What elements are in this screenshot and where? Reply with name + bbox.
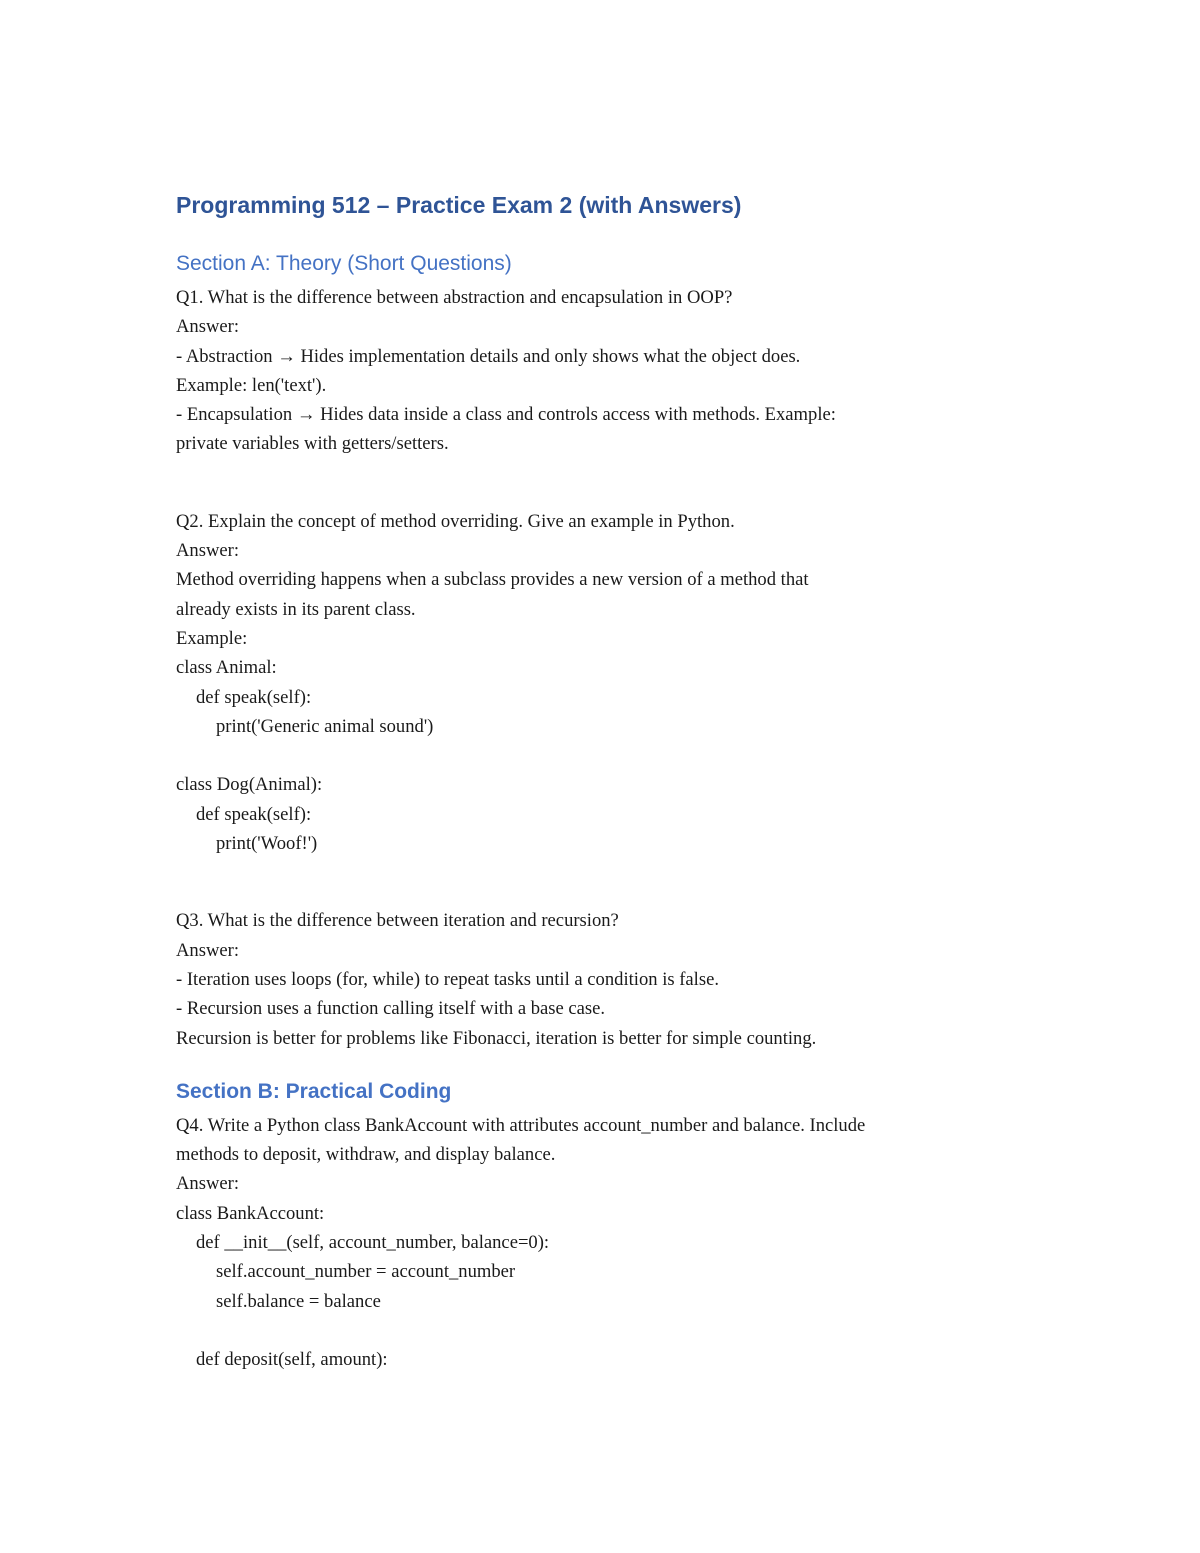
section-b-heading: Section B: Practical Coding: [176, 1079, 452, 1103]
spacer: [176, 459, 1056, 507]
code-line: print('Woof!'): [216, 833, 318, 855]
q1-answer-label: Answer:: [176, 316, 239, 338]
q3-answer-line: - Recursion uses a function calling itself with a base case.: [176, 998, 606, 1020]
code-line: print('Generic animal sound'): [216, 715, 434, 737]
q4-question-line: methods to deposit, withdraw, and display balance.: [176, 1144, 556, 1166]
q1-answer-line: private variables with getters/setters.: [176, 433, 449, 455]
q1-answer-line: Example: len('text').: [176, 374, 327, 396]
q4-answer-label: Answer:: [176, 1173, 239, 1195]
q2-question: Q2. Explain the concept of method overriding. Give an example in Python.: [176, 510, 735, 532]
spacer: [176, 741, 1056, 770]
q3-answer-line: Recursion is better for problems like Fibonacci, iteration is better for simple counting.: [176, 1027, 817, 1049]
code-line: def deposit(self, amount):: [196, 1349, 388, 1371]
spacer: [176, 858, 1056, 906]
q1-answer-line: - Encapsulation → Hides data inside a class and controls access with methods. Example:: [176, 404, 836, 426]
code-line: self.balance = balance: [216, 1290, 381, 1312]
spacer: [176, 1316, 1056, 1345]
q4-question-line: Q4. Write a Python class BankAccount with attributes account_number and balance. Include: [176, 1114, 866, 1136]
document-content: [176, 188, 1056, 1375]
q2-answer-line: Example:: [176, 627, 248, 649]
q2-answer-line: Method overriding happens when a subclass provides a new version of a method that: [176, 569, 809, 591]
q1-answer-line: - Abstraction → Hides implementation details and only shows what the object does.: [176, 345, 801, 367]
code-line: self.account_number = account_number: [216, 1261, 516, 1283]
section-a-heading: Section A: Theory (Short Questions): [176, 252, 512, 275]
q3-question: Q3. What is the difference between iteration and recursion?: [176, 910, 619, 932]
q2-answer-label: Answer:: [176, 540, 239, 562]
q3-answer-line: - Iteration uses loops (for, while) to repeat tasks until a condition is false.: [176, 968, 719, 990]
code-line: def speak(self):: [196, 803, 312, 825]
code-line: def speak(self):: [196, 686, 312, 708]
code-line: class Animal:: [176, 657, 277, 679]
code-line: def __init__(self, account_number, balance=0):: [196, 1232, 550, 1254]
document-title: Programming 512 – Practice Exam 2 (with Answers): [176, 192, 742, 218]
code-line: class Dog(Animal):: [176, 774, 323, 796]
q1-question: Q1. What is the difference between abstraction and encapsulation in OOP?: [176, 287, 733, 308]
q2-answer-line: already exists in its parent class.: [176, 598, 416, 620]
q3-answer-label: Answer:: [176, 939, 239, 961]
code-line: class BankAccount:: [176, 1202, 325, 1224]
